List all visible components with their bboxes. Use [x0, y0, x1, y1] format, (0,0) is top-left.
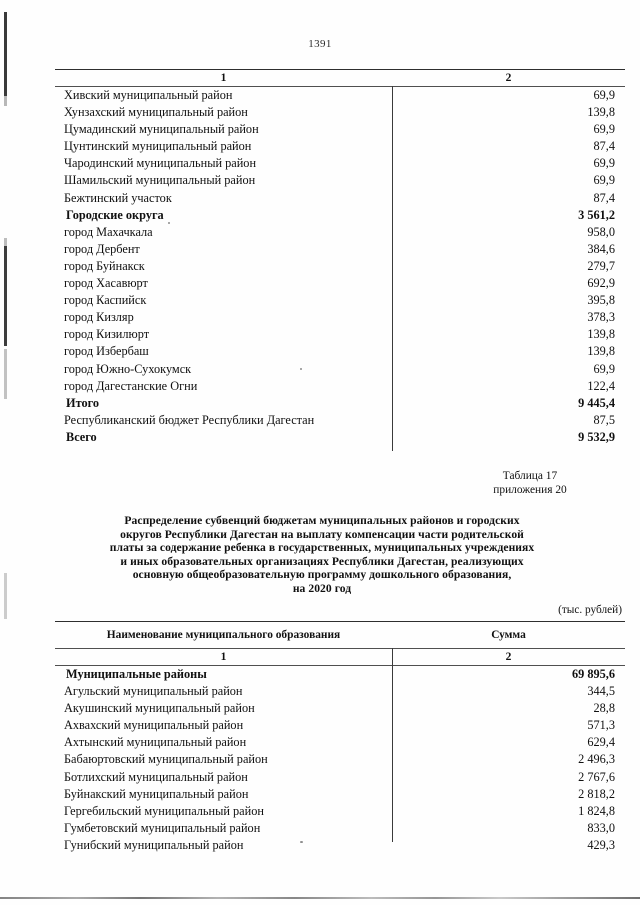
row-label: Гумбетовский муниципальный район	[64, 820, 261, 835]
row-label: город Хасавюрт	[64, 276, 148, 291]
row-label: Шамильский муниципальный район	[64, 173, 256, 188]
scan-artifact-left-edge	[4, 573, 7, 619]
row-label: Бабаюртовский муниципальный район	[64, 752, 268, 767]
table-row	[55, 769, 625, 786]
column-number-1: 1	[220, 72, 227, 84]
row-value: 139,8	[587, 105, 615, 120]
page-title-line-1: Распределение субвенций бюджетам муниципальных районов и городских	[124, 514, 520, 527]
table-row	[55, 751, 625, 768]
row-value: 69,9	[593, 122, 615, 137]
table-row	[55, 138, 625, 155]
scan-artifact-bottom-edge	[0, 897, 640, 899]
row-value: 1 824,8	[578, 803, 615, 818]
row-value: 87,4	[593, 190, 615, 205]
row-label: Чародинский муниципальный район	[64, 156, 257, 171]
table-row	[55, 309, 625, 326]
row-value: 3 561,2	[578, 207, 615, 222]
subventions-table-2020	[55, 621, 625, 854]
table-reference-line-1: Таблица 17	[502, 470, 558, 482]
row-value: 571,3	[587, 718, 615, 733]
row-label: Акушинский муниципальный район	[64, 701, 255, 716]
table-row	[55, 378, 625, 395]
table-row	[55, 837, 625, 854]
row-label: город Дербент	[64, 241, 140, 256]
column-number-row	[55, 70, 625, 86]
table-row	[55, 803, 625, 820]
row-value: 139,8	[587, 327, 615, 342]
table-row	[55, 326, 625, 343]
row-value: 87,4	[593, 139, 615, 154]
row-label: Ахвахский муниципальный район	[64, 718, 244, 733]
row-value: 2 818,2	[578, 786, 615, 801]
row-label: Муниципальные районы	[66, 667, 207, 681]
table-row	[55, 343, 625, 360]
column-divider	[392, 86, 393, 451]
page-number: 1391	[308, 38, 332, 50]
row-label: Ахтынский муниципальный район	[64, 735, 247, 750]
row-label: Буйнакский муниципальный район	[64, 786, 249, 801]
table-row	[55, 412, 625, 429]
column-header-sum: Сумма	[491, 629, 526, 641]
row-label: Хунзахский муниципальный район	[64, 105, 248, 120]
row-value: 69,9	[593, 156, 615, 171]
scan-artifact-left-edge	[4, 96, 7, 106]
row-label: город Дагестанские Огни	[64, 378, 198, 393]
row-value: 692,9	[587, 276, 615, 291]
table-row	[55, 361, 625, 378]
column-header-name: Наименование муниципального образования	[106, 629, 341, 641]
row-label: Агульский муниципальный район	[64, 684, 243, 699]
table-row	[55, 155, 625, 172]
row-value: 69,9	[593, 361, 615, 376]
row-label: город Южно-Сухокумск	[64, 361, 192, 376]
column-number-2: 2	[505, 72, 512, 84]
row-value: 833,0	[587, 820, 615, 835]
table-row	[55, 666, 625, 683]
scan-artifact-left-edge	[4, 12, 7, 96]
row-label: Городские округа	[66, 207, 164, 222]
table-row	[55, 717, 625, 734]
scan-artifact-left-edge	[4, 238, 7, 246]
table-row	[55, 87, 625, 104]
row-value: 378,3	[587, 310, 615, 325]
page-title-line-3: платы за содержание ребенка в государственных, муниципальных учреждениях	[109, 541, 535, 555]
row-label: Цунтинский муниципальный район	[64, 139, 252, 154]
table-row	[55, 224, 625, 241]
row-value: 69,9	[593, 173, 615, 188]
row-value: 28,8	[593, 701, 615, 716]
row-value: 2 496,3	[578, 752, 615, 767]
row-label: Итого	[66, 395, 100, 410]
row-value: 429,3	[587, 837, 615, 852]
table-row	[55, 786, 625, 803]
row-label: город Буйнакск	[64, 258, 145, 273]
table-row	[55, 172, 625, 189]
table-row	[55, 683, 625, 700]
table-body	[55, 87, 625, 446]
table-reference	[435, 470, 625, 497]
table-row	[55, 121, 625, 138]
row-label: Цумадинский муниципальный район	[64, 122, 259, 137]
column-divider	[392, 648, 393, 842]
row-value: 344,5	[587, 684, 615, 699]
row-label: Всего	[66, 429, 97, 444]
row-label: Республиканский бюджет Республики Дагестан	[64, 412, 315, 427]
units-note: (тыс. рублей)	[558, 604, 622, 616]
table-header-row	[55, 622, 625, 648]
row-value: 958,0	[587, 224, 615, 239]
table-row	[55, 292, 625, 309]
row-label: город Кизляр	[64, 310, 134, 325]
scan-artifact-left-edge	[4, 349, 7, 399]
subventions-table-continued	[55, 69, 625, 446]
row-label: город Избербаш	[64, 344, 149, 359]
row-value: 629,4	[587, 735, 615, 750]
page-title-line-6: на 2020 год	[292, 581, 352, 595]
table-row	[55, 241, 625, 258]
row-value: 87,5	[593, 412, 615, 427]
page-title-line-4: и иных образовательных организациях Республики Дагестан, реализующих	[120, 554, 524, 568]
column-number-1: 1	[220, 651, 227, 663]
table-row	[55, 700, 625, 717]
table-row	[55, 207, 625, 224]
table-row	[55, 734, 625, 751]
table-body	[55, 666, 625, 854]
row-label: город Кизилюрт	[64, 327, 150, 342]
row-label: город Махачкала	[64, 224, 153, 239]
scan-artifact-left-edge	[4, 246, 7, 346]
table-row	[55, 429, 625, 446]
table-row	[55, 104, 625, 121]
table-reference-line-2: приложения 20	[493, 483, 567, 496]
table-row	[55, 190, 625, 207]
row-value: 384,6	[587, 241, 615, 256]
row-label: Бежтинский участок	[64, 190, 172, 205]
page-title-line-5: основную общеобразовательную программу дошкольного образования,	[132, 568, 512, 582]
row-value: 9 532,9	[578, 429, 615, 444]
row-label: город Каспийск	[64, 293, 147, 308]
row-label: Ботлихский муниципальный район	[64, 769, 248, 784]
column-number-2: 2	[505, 651, 512, 663]
table-row	[55, 275, 625, 292]
table-row	[55, 395, 625, 412]
row-value: 69,9	[593, 88, 615, 102]
page-title	[52, 514, 592, 596]
row-value: 69 895,6	[571, 667, 615, 681]
row-label: Хивский муниципальный район	[64, 88, 233, 102]
row-value: 279,7	[587, 258, 615, 273]
column-number-row	[55, 649, 625, 665]
row-value: 395,8	[587, 293, 615, 308]
row-value: 139,8	[587, 344, 615, 359]
row-value: 9 445,4	[578, 395, 615, 410]
table-row	[55, 258, 625, 275]
page-title-line-2: округов Республики Дагестан на выплату компенсации части родительской	[120, 527, 524, 541]
row-label: Гергебильский муниципальный район	[64, 803, 264, 818]
table-row	[55, 820, 625, 837]
row-label: Гунибский муниципальный район	[64, 837, 244, 852]
row-value: 122,4	[587, 378, 615, 393]
row-value: 2 767,6	[578, 769, 615, 784]
